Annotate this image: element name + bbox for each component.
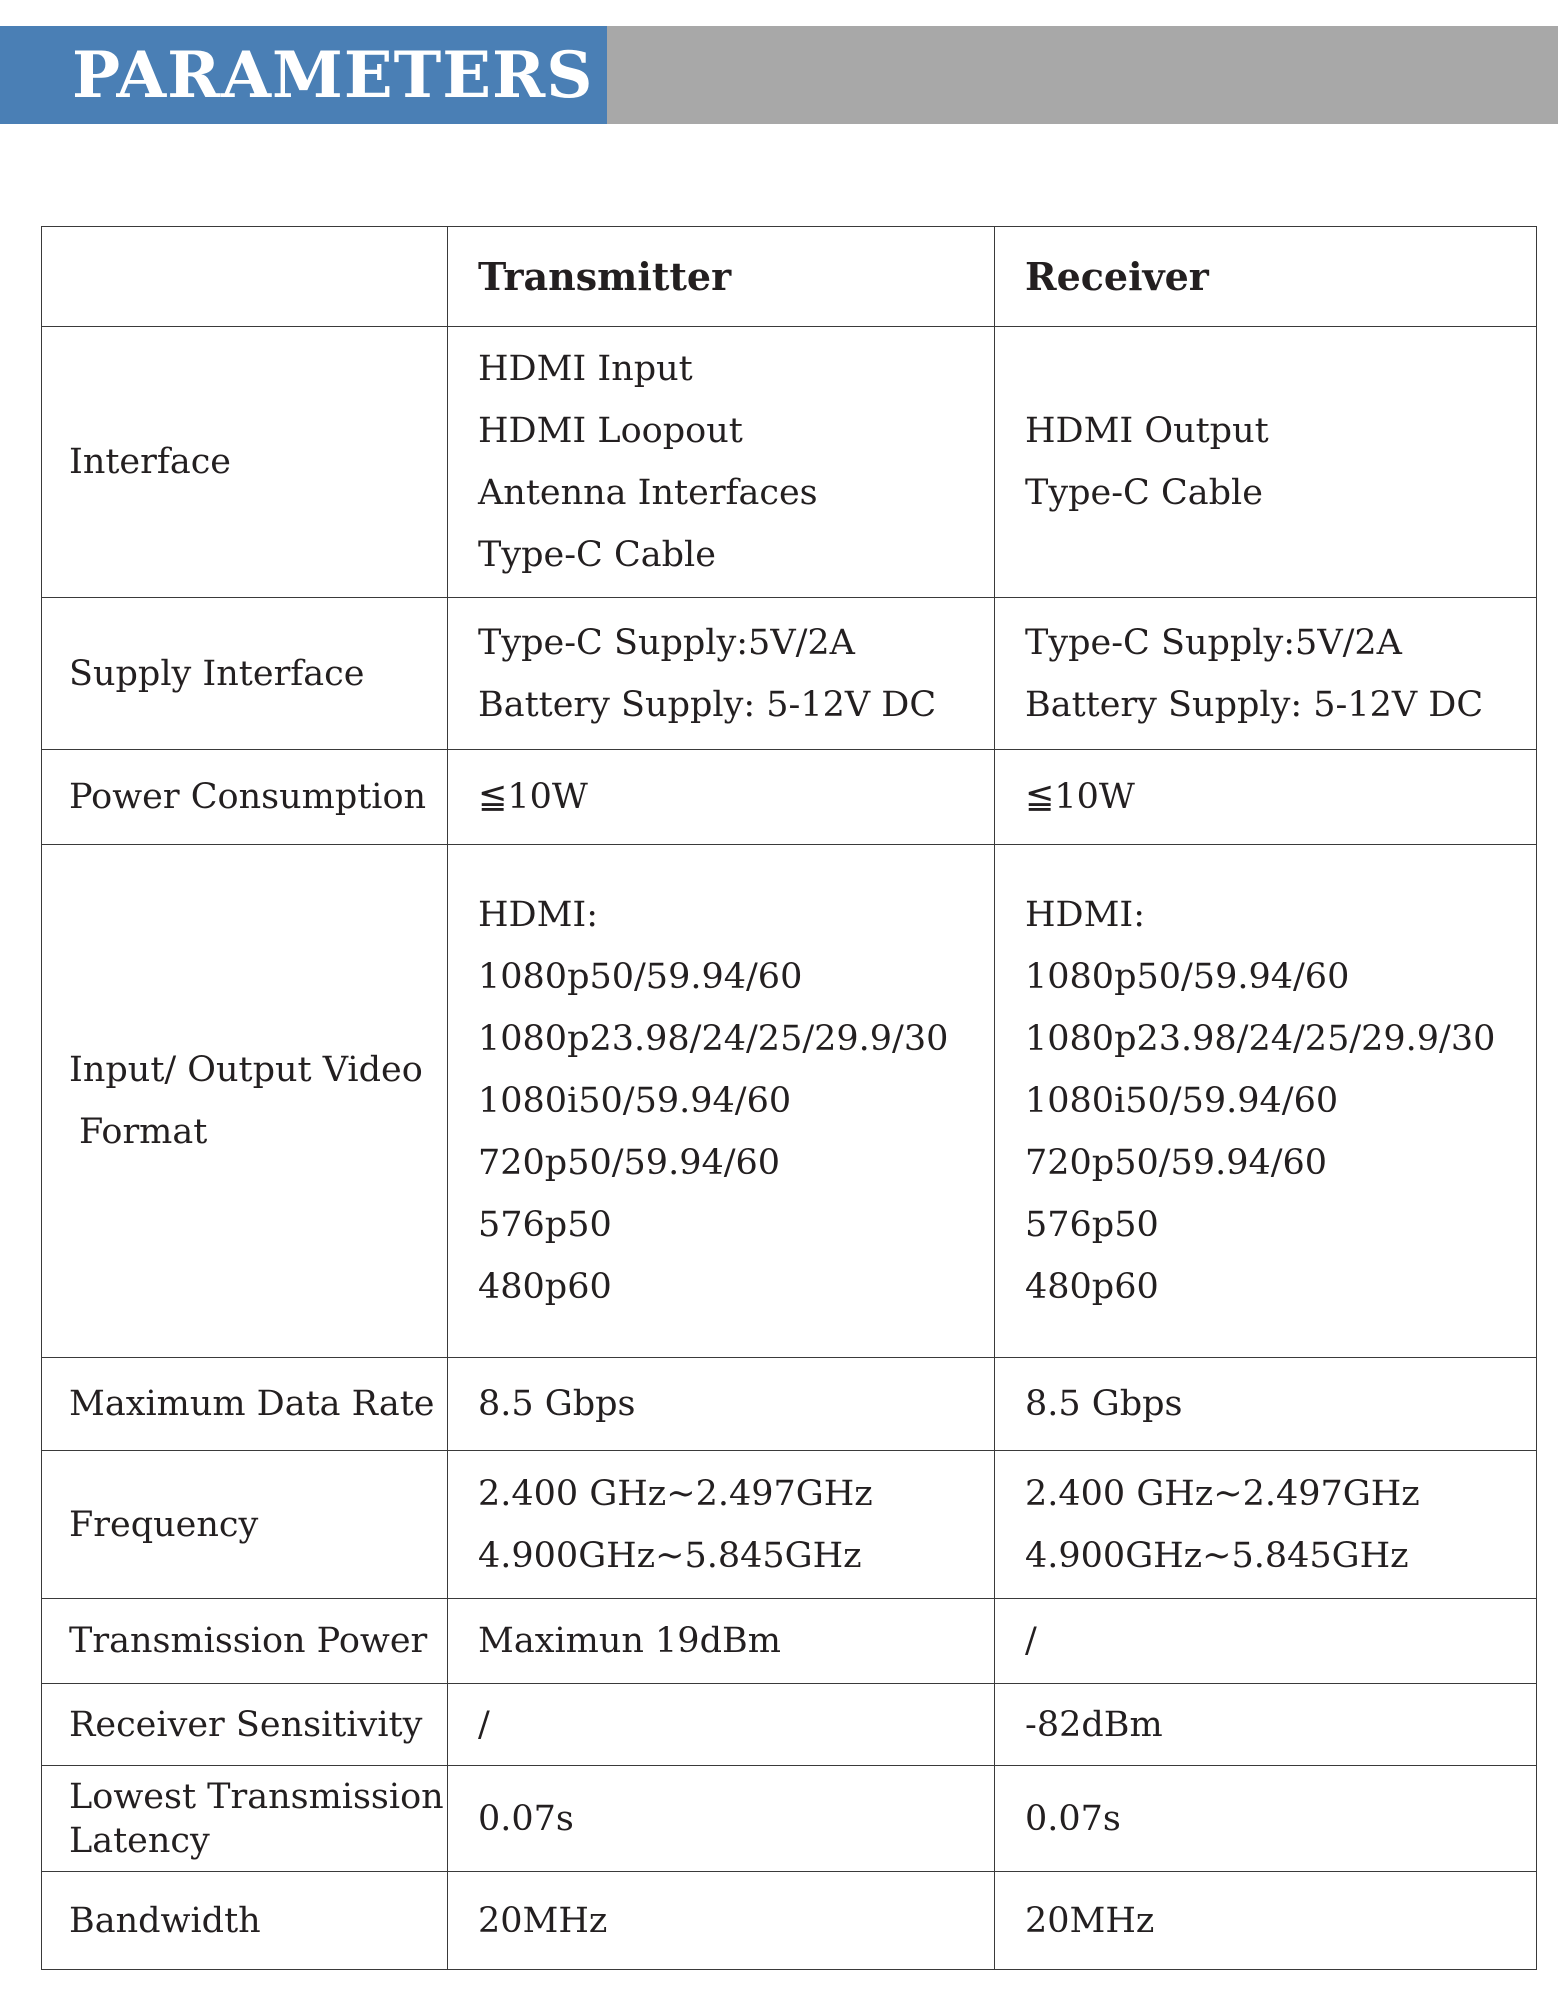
cell-transmitter <box>448 1358 995 1451</box>
cell-line: / <box>1025 1621 1037 1661</box>
cell-label <box>42 750 448 845</box>
cell-line: Format <box>79 1112 208 1152</box>
cell-line: Type-C Supply:5V/2A <box>1025 622 1402 663</box>
cell-receiver <box>995 1599 1537 1684</box>
cell-receiver <box>995 1766 1537 1872</box>
cell-label <box>42 1684 448 1766</box>
cell-line: 720p50/59.94/60 <box>1025 1143 1328 1183</box>
row-transmission-power <box>42 1599 1537 1684</box>
cell-line: 1080p50/59.94/60 <box>1025 957 1350 997</box>
cell-receiver <box>995 327 1537 598</box>
cell-line: 576p50 <box>1025 1205 1159 1245</box>
cell-line: Antenna Interfaces <box>478 473 818 513</box>
cell-transmitter <box>448 327 995 598</box>
cell-line: 0.07s <box>1025 1798 1121 1839</box>
parameters-table <box>41 226 1537 1970</box>
cell-line: HDMI Input <box>478 349 693 389</box>
cell-transmitter <box>448 598 995 750</box>
cell-line: Maximum Data Rate <box>69 1384 435 1424</box>
header-cell-transmitter: Transmitter <box>448 227 995 327</box>
cell-line: ≦10W <box>478 777 588 817</box>
cell-line: Interface <box>69 442 232 482</box>
header-band <box>0 26 1558 124</box>
cell-receiver <box>995 1684 1537 1766</box>
row-supply-interface <box>42 598 1537 750</box>
table-header-row <box>42 227 1537 327</box>
cell-line: ≦10W <box>1025 777 1135 817</box>
header-title-block <box>0 26 607 124</box>
cell-receiver <box>995 1451 1537 1599</box>
cell-label <box>42 1872 448 1970</box>
cell-line: HDMI: <box>478 895 599 935</box>
cell-label <box>42 598 448 750</box>
cell-line: / <box>478 1704 490 1745</box>
row-receiver-sensitivity <box>42 1684 1537 1766</box>
cell-line: 20MHz <box>1025 1900 1155 1941</box>
cell-line: 480p60 <box>478 1267 612 1307</box>
cell-line: 1080p23.98/24/25/29.9/30 <box>478 1019 949 1059</box>
cell-line: 720p50/59.94/60 <box>478 1143 781 1183</box>
header-cell-receiver: Receiver <box>995 227 1537 327</box>
cell-transmitter <box>448 1766 995 1872</box>
cell-transmitter <box>448 845 995 1358</box>
cell-line: Type-C Cable <box>1025 473 1263 513</box>
cell-line: Transmission Power <box>69 1621 428 1661</box>
cell-line: Latency <box>69 1820 210 1861</box>
cell-line: Battery Supply: 5-12V DC <box>478 684 937 725</box>
row-interface <box>42 327 1537 598</box>
cell-line: Receiver Sensitivity <box>69 1704 423 1745</box>
cell-label <box>42 1358 448 1451</box>
cell-receiver <box>995 598 1537 750</box>
cell-line: Lowest Transmission <box>69 1776 444 1817</box>
cell-line: 8.5 Gbps <box>1025 1384 1183 1424</box>
cell-line: 4.900GHz~5.845GHz <box>1025 1535 1409 1576</box>
cell-line: 576p50 <box>478 1205 612 1245</box>
row-lowest-latency <box>42 1766 1537 1872</box>
cell-line: Type-C Cable <box>478 535 716 575</box>
cell-transmitter <box>448 1599 995 1684</box>
cell-line: 1080p23.98/24/25/29.9/30 <box>1025 1019 1496 1059</box>
cell-line: Bandwidth <box>69 1900 261 1941</box>
cell-line: Frequency <box>69 1504 259 1545</box>
cell-transmitter <box>448 1872 995 1970</box>
cell-line: 1080p50/59.94/60 <box>478 957 803 997</box>
row-max-data-rate <box>42 1358 1537 1451</box>
header-grey-bar <box>607 26 1558 124</box>
cell-label <box>42 327 448 598</box>
cell-line: 20MHz <box>478 1900 608 1941</box>
cell-receiver <box>995 845 1537 1358</box>
cell-line: HDMI Loopout <box>478 411 743 451</box>
cell-transmitter <box>448 750 995 845</box>
cell-line: 8.5 Gbps <box>478 1384 636 1424</box>
cell-line: HDMI: <box>1025 895 1146 935</box>
cell-transmitter <box>448 1684 995 1766</box>
cell-line: Maximun 19dBm <box>478 1621 781 1661</box>
cell-label <box>42 1451 448 1599</box>
cell-line: 1080i50/59.94/60 <box>478 1081 792 1121</box>
cell-receiver <box>995 1358 1537 1451</box>
cell-line: Input/ Output Video <box>69 1050 423 1090</box>
cell-line: 1080i50/59.94/60 <box>1025 1081 1339 1121</box>
cell-line: 2.400 GHz~2.497GHz <box>478 1473 873 1514</box>
cell-label <box>42 1766 448 1872</box>
cell-line: 2.400 GHz~2.497GHz <box>1025 1473 1420 1514</box>
cell-receiver <box>995 1872 1537 1970</box>
page-title: PARAMETERS <box>72 37 594 113</box>
row-bandwidth <box>42 1872 1537 1970</box>
cell-line: -82dBm <box>1025 1704 1163 1745</box>
cell-transmitter <box>448 1451 995 1599</box>
cell-line: 480p60 <box>1025 1267 1159 1307</box>
cell-line: 4.900GHz~5.845GHz <box>478 1535 862 1576</box>
row-frequency <box>42 1451 1537 1599</box>
row-power-consumption <box>42 750 1537 845</box>
header-cell-empty <box>42 227 448 327</box>
cell-line: Type-C Supply:5V/2A <box>478 622 855 663</box>
cell-label <box>42 845 448 1358</box>
cell-receiver <box>995 750 1537 845</box>
cell-line: Power Consumption <box>69 777 427 817</box>
cell-line: 0.07s <box>478 1798 574 1839</box>
cell-line: Supply Interface <box>69 653 365 694</box>
row-video-format <box>42 845 1537 1358</box>
cell-line: Battery Supply: 5-12V DC <box>1025 684 1484 725</box>
cell-line: HDMI Output <box>1025 411 1269 451</box>
cell-label <box>42 1599 448 1684</box>
